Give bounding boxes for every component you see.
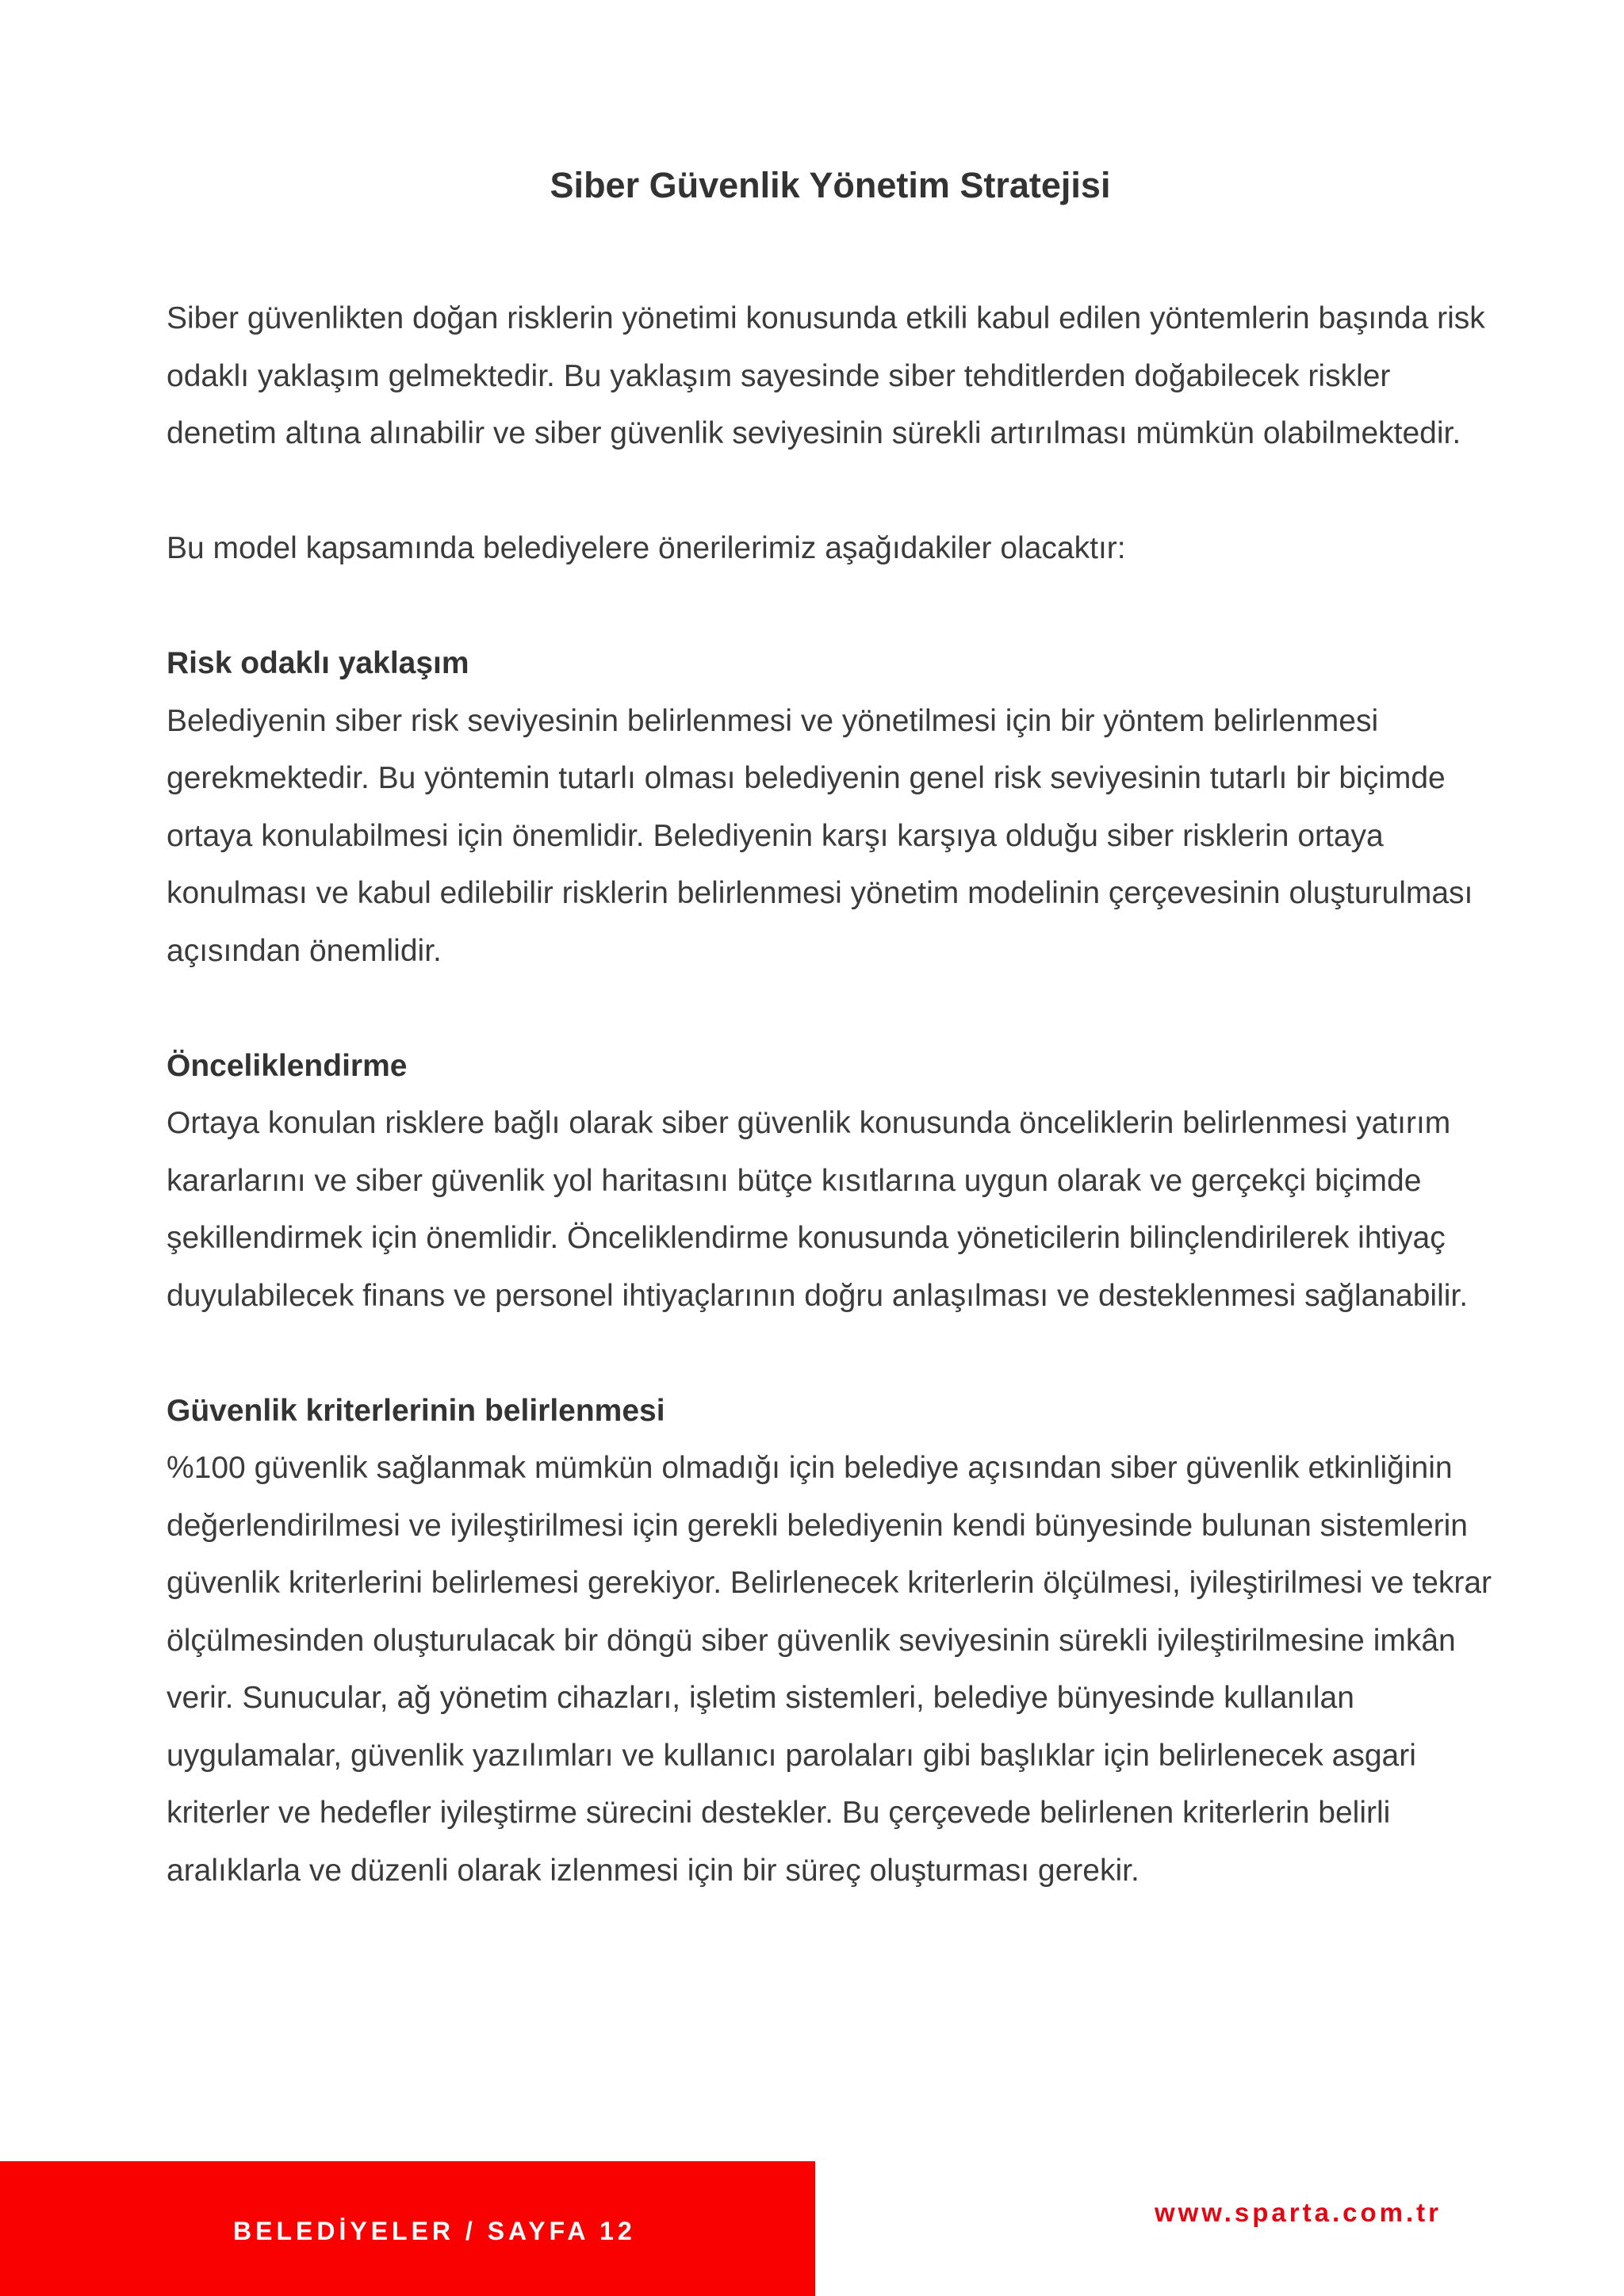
- section-body: Ortaya konulan risklere bağlı olarak siber güvenlik konusunda önceliklerin belirlenmesi yatırım kararlarını ve siber güvenlik yol haritasını bütçe kısıtlarına uygun olarak ve gerçekçi biçimde şekillendirmek için önemlidir. Önceliklendirme konusunda yöneticilerin bilinçlendirilerek ihtiyaç duyulabilecek finans ve personel ihtiyaçlarının doğru anlaşılması ve desteklenmesi sağlanabilir.: [167, 1106, 1469, 1313]
- section-body: %100 güvenlik sağlanmak mümkün olmadığı için belediye açısından siber güvenlik etkinliğinin değerlendirilmesi ve iyileştirilmesi için gerekli belediyenin kendi bünyesinde bulunan sistemlerin güvenlik kriterlerini belirlemesi gerekiyor. Belirlenecek kriterlerin ölçülmesi, iyileştirilmesi ve tekrar ölçülmesinden oluşturulacak bir döngü siber güvenlik seviyesinin sürekli iyileştirilmesine imkân verir. Sunucular, ağ yönetim cihazları, işletim sistemleri, belediye bünyesinde kullanılan uygulamalar, güvenlik yazılımları ve kullanıcı parolaları gibi başlıklar için belirlenecek asgari kriterler ve hedefler iyileştirme sürecini destekler. Bu çerçevede belirlenen kriterlerin belirli aralıklarla ve düzenli olarak izlenmesi için bir süreç oluşturması gerekir.: [167, 1451, 1492, 1888]
- spacer: [167, 463, 1499, 521]
- intro-paragraph: Siber güvenlikten doğan risklerin yönetimi konusunda etkili kabul edilen yöntemlerin başında risk odaklı yaklaşım gelmektedir. Bu yaklaşım sayesinde siber tehditlerden doğabilecek riskler denetim altına alınabilir ve siber güvenlik seviyesinin sürekli artırılması mümkün olabilmektedir.: [167, 301, 1485, 450]
- section-risk-approach: [167, 635, 1499, 980]
- document-body: [167, 290, 1499, 1900]
- section-prioritization: [167, 1038, 1499, 1326]
- spacer: [167, 1325, 1499, 1383]
- section-heading: Önceliklendirme: [167, 1048, 408, 1083]
- section-security-criteria: [167, 1383, 1499, 1900]
- spacer: [167, 980, 1499, 1038]
- section-heading: Güvenlik kriterlerinin belirlenmesi: [167, 1393, 665, 1428]
- footer-page-label: BELEDİYELER / SAYFA 12: [233, 2217, 636, 2245]
- section-body: Belediyenin siber risk seviyesinin belirlenmesi ve yönetilmesi için bir yöntem belirlenmesi gerekmektedir. Bu yöntemin tutarlı olması belediyenin genel risk seviyesinin tutarlı bir biçimde ortaya konulabilmesi için önemlidir. Belediyenin karşı karşıya olduğu siber risklerin ortaya konulması ve kabul edilebilir risklerin belirlenmesi yönetim modelinin çerçevesinin oluşturulması açısından önemlidir.: [167, 703, 1473, 968]
- spacer: [167, 578, 1499, 636]
- lead-in-paragraph: Bu model kapsamında belediyelere önerilerimiz aşağıdakiler olacaktır:: [167, 531, 1126, 565]
- page-title: Siber Güvenlik Yönetim Stratejisi: [550, 165, 1111, 205]
- footer-website-link[interactable]: www.sparta.com.tr: [1154, 2198, 1442, 2227]
- section-heading: Risk odaklı yaklaşım: [167, 646, 469, 680]
